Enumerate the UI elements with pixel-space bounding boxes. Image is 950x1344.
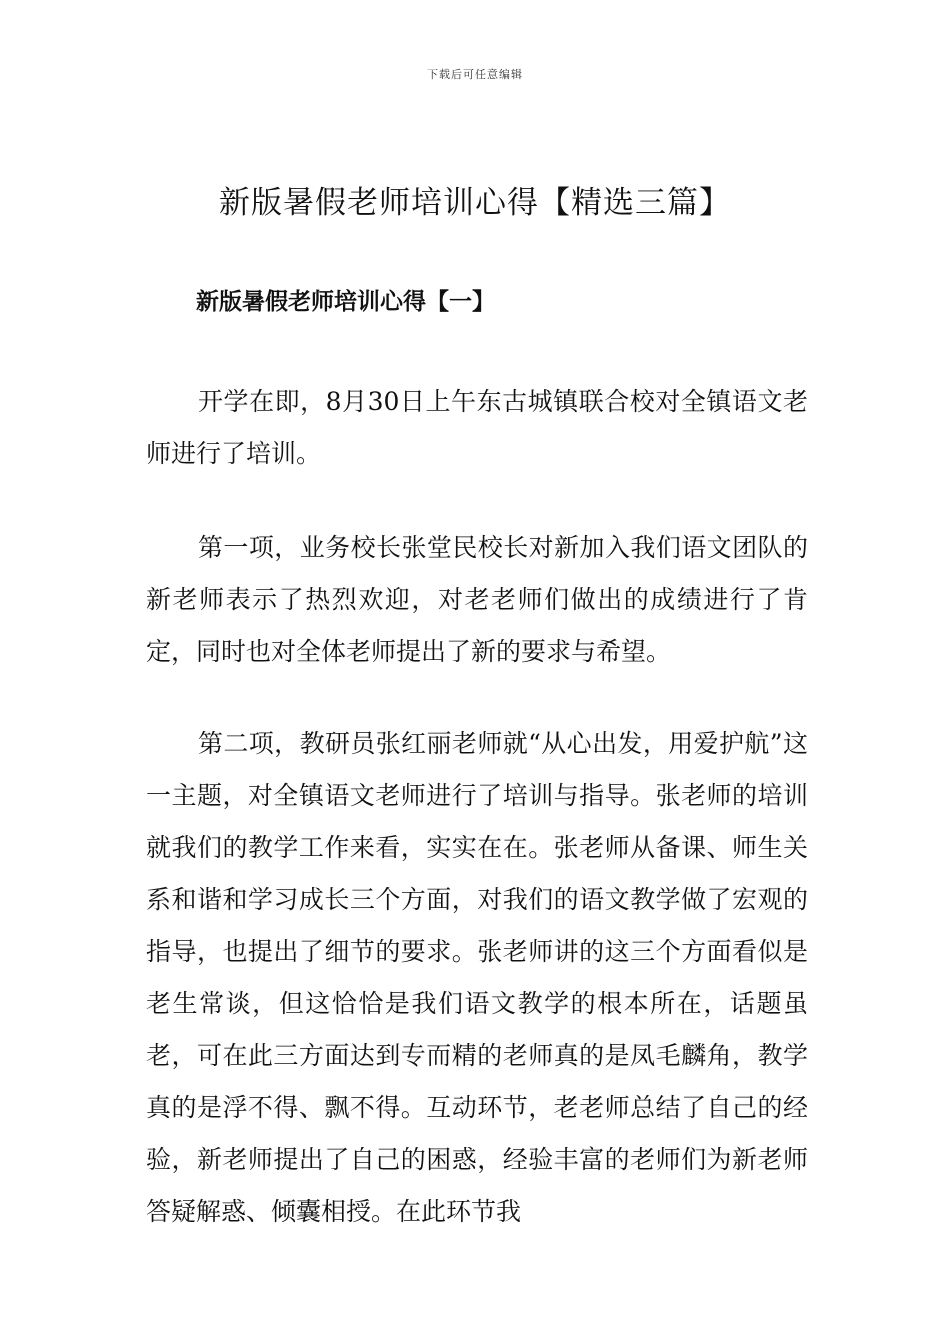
document-title: 新版暑假老师培训心得【精选三篇】 (219, 185, 731, 221)
paragraph-3: 第二项，教研员张红丽老师就“从心出发，用爱护航”这一主题，对全镇语文老师进行了培训与指导。张老师的培训就我们的教学工作来看，实实在在。张老师从备课、师生关系和谐和学习成长三个方面，对我们的语文教学做了宏观的指导，也提出了细节的要求。张老师讲的这三个方面看似是老生常谈，但这恰恰是我们语文教学的根本所在，话题虽老，可在此三方面达到专而精的老师真的是凤毛麟角，教学真的是浮不得、飘不得。互动环节，老老师总结了自己的经验，新老师提出了自己的困惑，经验丰富的老师们为新老师答疑解惑、倾囊相授。在此环节我 (146, 729, 808, 1226)
paragraph-2: 第一项，业务校长张堂民校长对新加入我们语文团队的新老师表示了热烈欢迎，对老老师们做出的成绩进行了肯定，同时也对全体老师提出了新的要求与希望。 (146, 533, 808, 666)
paragraph-1: 开学在即，8月30日上午东古城镇联合校对全镇语文老师进行了培训。 (146, 387, 808, 468)
header-note: 下载后可任意编辑 (427, 68, 523, 81)
section-title: 新版暑假老师培训心得【一】 (196, 289, 495, 315)
